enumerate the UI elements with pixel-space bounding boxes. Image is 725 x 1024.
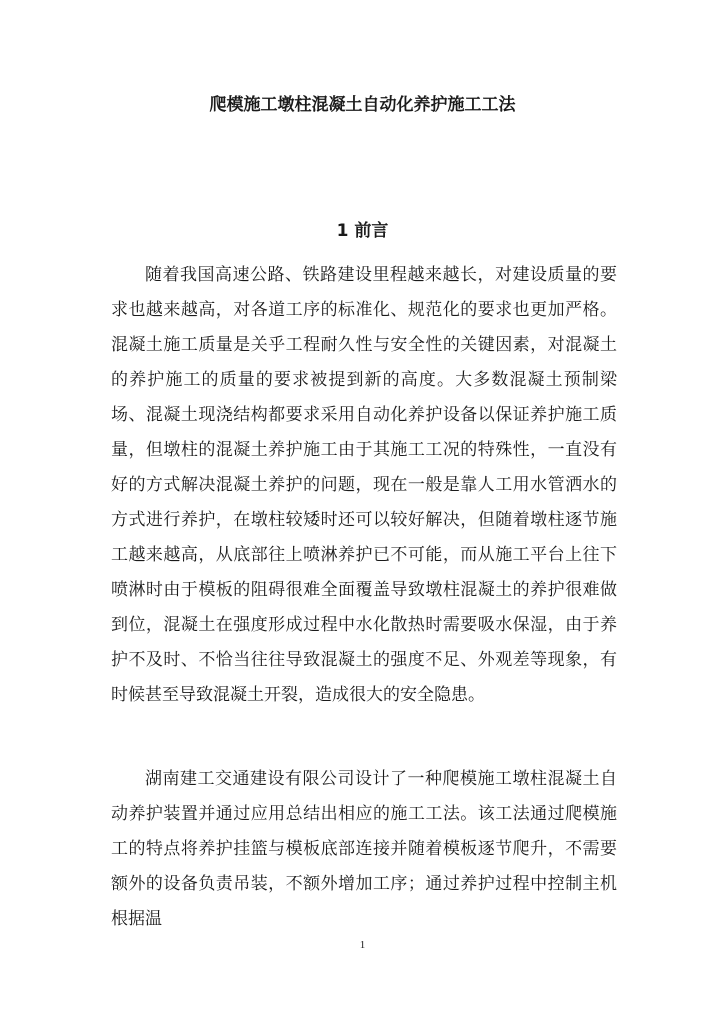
body-paragraph-2: 湖南建工交通建设有限公司设计了一种爬模施工墩柱混凝土自动养护装置并通过应用总结出相应的施工工法。该工法通过爬模施工的特点将养护挂篮与模板底部连接并随着模板逐节爬升，不需要额外的设备负责吊装，不额外增加工序；通过养护过程中控制主机根据温 xyxy=(111,769,617,929)
section-heading-preface: 1 前言 xyxy=(336,221,389,241)
body-paragraph-1: 随着我国高速公路、铁路建设里程越来越长，对建设质量的要求也越来越高，对各道工序的标准化、规范化的要求也更加严格。混凝土施工质量是关乎工程耐久性与安全性的关键因素，对混凝土的养护施工的质量的要求被提到新的高度。大多数混凝土预制梁场、混凝土现浇结构都要求采用自动化养护设备以保证养护施工质量，但墩柱的混凝土养护施工由于其施工工况的特殊性，一直没有好的方式解决混凝土养护的问题，现在一般是靠人工用水管洒水的方式进行养护，在墩柱较矮时还可以较好解决，但随着墩柱逐节施工越来越高，从底部往上喷淋养护已不可能，而从施工平台上往下喷淋时由于模板的阻碍很难全面覆盖导致墩柱混凝土的养护很难做到位，混凝土在强度形成过程中水化散热时需要吸水保湿，由于养护不及时、不恰当往往导致混凝土的强度不足、外观差等现象，有时候甚至导致混凝土开裂，造成很大的安全隐患。 xyxy=(111,265,617,705)
document-title: 爬模施工墩柱混凝土自动化养护施工工法 xyxy=(209,95,516,115)
page-number: 1 xyxy=(359,939,366,951)
